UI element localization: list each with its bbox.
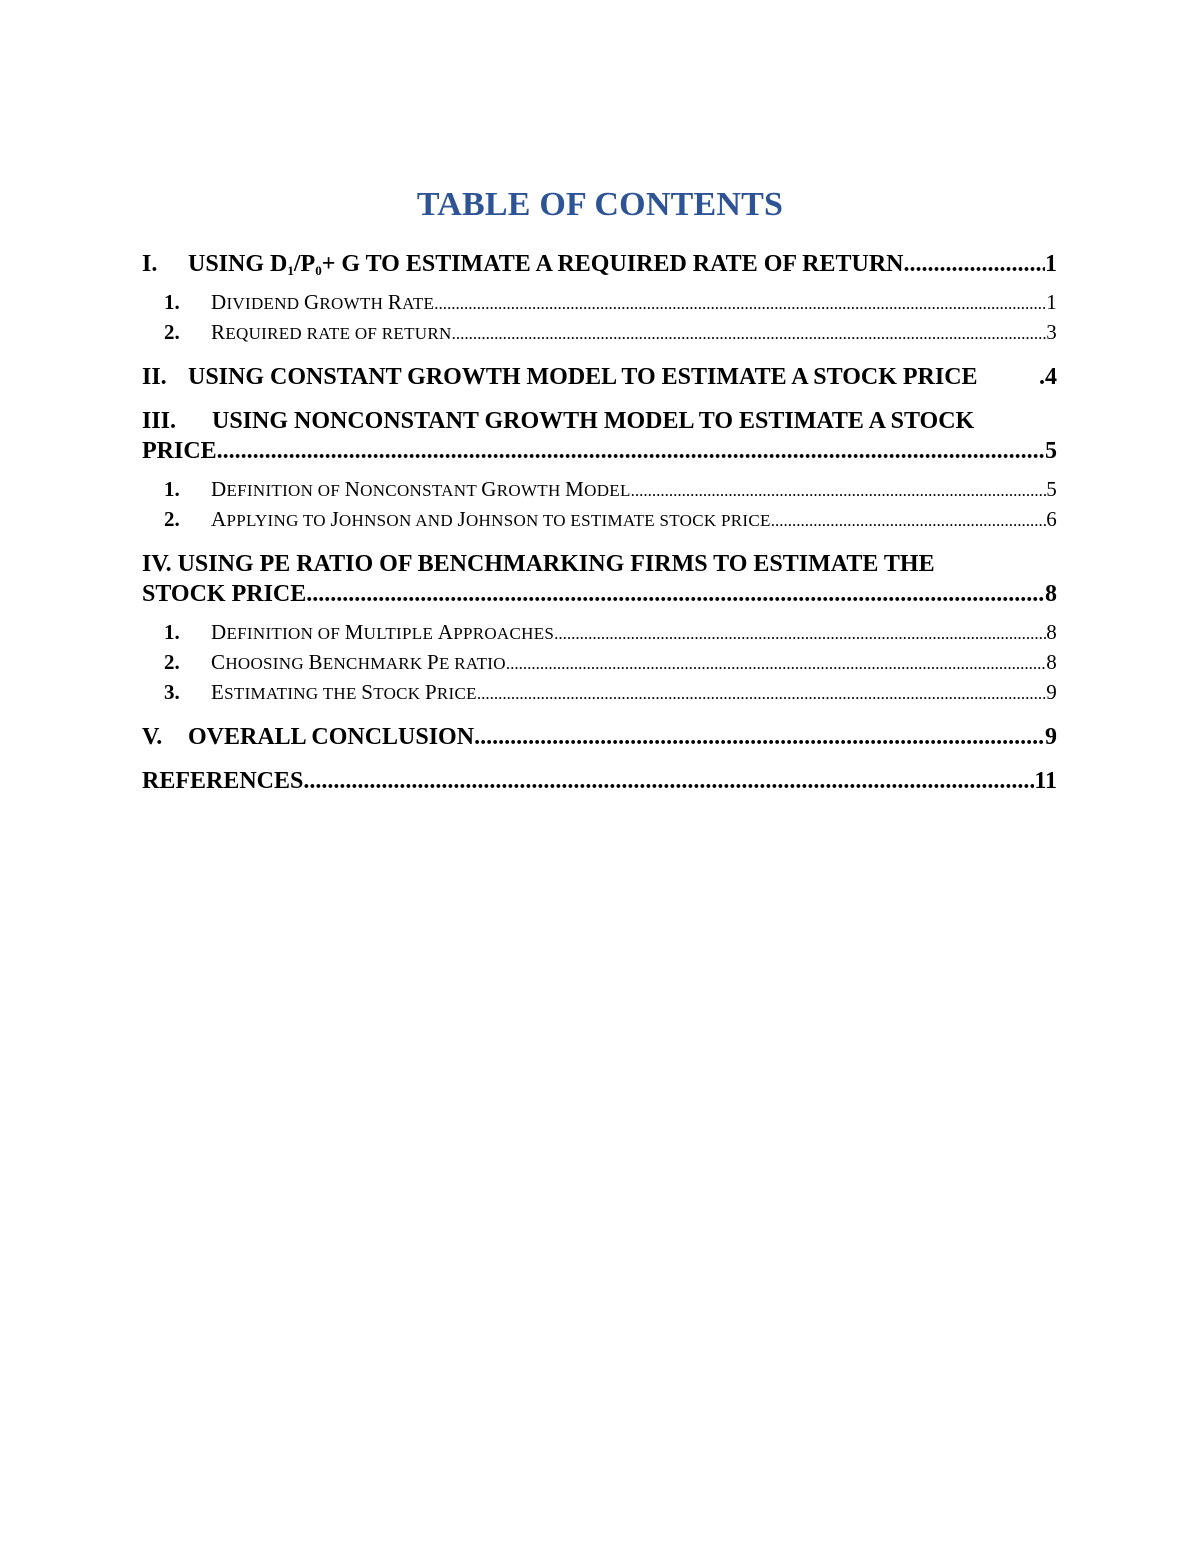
dot-leader — [903, 249, 1045, 279]
section-title: USING NONCONSTANT GROWTH MODEL TO ESTIMATE A STOCK — [212, 408, 975, 434]
toc-entry-section-4[interactable] — [142, 579, 1057, 609]
toc-entry-subsection[interactable]: 1. DEFINITION OF NONCONSTANT GROWTH MODEL ..... 5 — [142, 475, 1057, 505]
toc-entry-section-2[interactable]: II. USING CONSTANT GROWTH MODEL TO ESTIMATE A STOCK PRICE .4 — [142, 364, 1057, 390]
toc-entry-subsection[interactable]: 3. ESTIMATING THE STOCK PRICE ..... 9 — [142, 678, 1057, 708]
toc-subsections — [142, 288, 1057, 348]
subsection-label: REQUIRED RATE OF RETURN — [211, 320, 452, 344]
page-number: 5 — [1046, 477, 1057, 501]
page-number: 1 — [1046, 290, 1057, 314]
dot-leader — [452, 319, 1047, 348]
page-number: 9 — [1046, 680, 1057, 704]
toc-entry-references[interactable] — [142, 766, 1057, 796]
page-number: 8 — [1046, 620, 1057, 644]
dot-leader — [434, 289, 1046, 318]
dot-leader — [771, 506, 1046, 535]
toc-entry-subsection[interactable]: 1. DEFINITION OF MULTIPLE APPROACHES ..... 8 — [142, 618, 1057, 648]
section-title: PRICE — [142, 438, 217, 464]
section-title: REFERENCES — [142, 768, 304, 794]
page-number: 6 — [1046, 507, 1057, 531]
dot-leader — [477, 679, 1046, 708]
dot-leader — [303, 766, 1034, 796]
toc-section-5 — [142, 722, 1057, 752]
toc-entry-section-3[interactable] — [142, 436, 1057, 466]
page-number: 9 — [1045, 724, 1057, 750]
page-title: TABLE OF CONTENTS — [416, 186, 784, 223]
dot-leader — [306, 579, 1045, 609]
section-title: OVERALL CONCLUSION — [188, 724, 475, 750]
toc-entry-section-5[interactable]: V. OVERALL CONCLUSION ..... 9 — [142, 722, 1057, 752]
section-title: USING CONSTANT GROWTH MODEL TO ESTIMATE A STOCK PRICE — [188, 364, 978, 390]
page-number: 3 — [1046, 320, 1057, 344]
toc-entry-subsection[interactable]: 2. APPLYING TO JOHNSON AND JOHNSON TO ESTIMATE STOCK PRICE ..... 6 — [142, 505, 1057, 535]
toc-entry-subsection[interactable]: 2. REQUIRED RATE OF RETURN ..... 3 — [142, 318, 1057, 348]
subsection-label: CHOOSING BENCHMARK PE RATIO — [211, 650, 506, 674]
toc-section-3 — [142, 406, 1057, 535]
dot-leader — [554, 619, 1046, 648]
toc-entry-section-4-line1[interactable]: IV. USING PE RATIO OF BENCHMARKING FIRMS TO ESTIMATE THE — [142, 551, 935, 577]
toc-subsections — [142, 618, 1057, 708]
section-title: STOCK PRICE — [142, 581, 307, 607]
subsection-label: DEFINITION OF MULTIPLE APPROACHES — [211, 620, 555, 644]
toc-entry-subsection[interactable]: 2. CHOOSING BENCHMARK PE RATIO ..... 8 — [142, 648, 1057, 678]
toc-references — [142, 766, 1057, 796]
dot-leader — [474, 722, 1045, 752]
toc-section-2 — [142, 362, 1057, 392]
subsection-label: DIVIDEND GROWTH RATE — [211, 290, 435, 314]
toc-entry-section-3-line1[interactable]: III. USING NONCONSTANT GROWTH MODEL TO ESTIMATE A STOCK — [142, 408, 975, 434]
toc-section-1 — [142, 249, 1057, 348]
section-title: USING PE RATIO OF BENCHMARKING FIRMS TO ESTIMATE THE — [177, 551, 935, 577]
page-number: 1 — [1045, 251, 1057, 277]
table-of-contents — [142, 249, 1057, 796]
page-number: 8 — [1045, 581, 1057, 607]
subsection-label: APPLYING TO JOHNSON AND JOHNSON TO ESTIMATE STOCK PRICE — [211, 507, 771, 531]
toc-entry-section-1[interactable] — [142, 249, 1057, 279]
page-number: 8 — [1046, 650, 1057, 674]
toc-subsections — [142, 475, 1057, 535]
toc-entry-subsection[interactable]: 1. DIVIDEND GROWTH RATE ..... 1 — [142, 288, 1057, 318]
subsection-label: DEFINITION OF NONCONSTANT GROWTH MODEL — [211, 477, 631, 501]
page-number: .4 — [1039, 364, 1057, 390]
page-number: 11 — [1034, 768, 1057, 794]
dot-leader — [217, 436, 1045, 466]
page-number: 5 — [1045, 438, 1057, 464]
dot-leader — [631, 476, 1047, 505]
toc-entry-label: I. USING $D_1/P_0+ G$ TO ESTIMATE A REQUIRED RATE OF RETURN — [142, 251, 904, 278]
subsection-label: ESTIMATING THE STOCK PRICE — [211, 680, 477, 704]
toc-section-4 — [142, 549, 1057, 708]
dot-leader — [506, 649, 1046, 678]
